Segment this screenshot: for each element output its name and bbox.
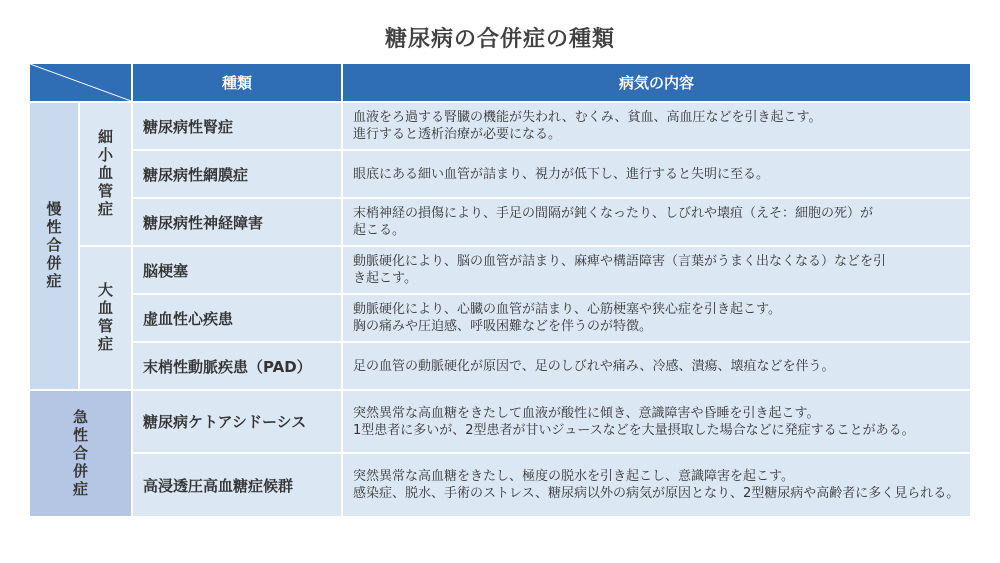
group-acute: 急性合併症 [30,389,131,516]
row-name: 糖尿病性網膜症 [131,149,341,197]
row-description-text: 動脈硬化により、心臓の血管が詰まり、心筋梗塞や狭心症を引き起こす。 胸の痛みや圧迫感、呼吸困難などを伴うのが特徴。 [353,302,781,334]
subgroup-macro: 大血管症 [78,245,131,389]
page-title: 糖尿病の合併症の種類 [384,27,615,52]
row-name: 糖尿病性腎症 [131,101,341,149]
row-description [341,452,970,516]
row-description-text: 眼底にある細い血管が詰まり、視力が低下し、進行すると失明に至る。 [353,166,770,182]
header-type: 種類 [131,64,341,101]
row-description [341,341,970,389]
corner-diagonal-line [30,64,131,101]
group-chronic: 慢性合併症 [30,101,78,389]
table-corner-cell [30,64,131,101]
row-description-text: 突然異常な高血糖をきたし、極度の脱水を引き起こし、意識障害を起こす。 感染症、脱水、手術のストレス、糖尿病以外の病気が原因となり、2型糖尿病や高齢者に多く見られる。 [353,469,960,501]
row-description-text: 動脈硬化により、脳の血管が詰まり、麻痺や構語障害（言葉がうまく出なくなる）などを引 き起こす。 [353,254,887,286]
complications-table [30,64,970,524]
row-name: 糖尿病ケトアシドーシス [131,389,341,452]
row-description-text: 足の血管の動脈硬化が原因で、足のしびれや痛み、冷感、潰瘍、壊疽などを伴う。 [353,358,835,374]
subgroup-micro: 細小血管症 [78,101,131,245]
row-name: 糖尿病性神経障害 [131,197,341,245]
row-description [341,149,970,197]
row-name: 高浸透圧高血糖症候群 [131,452,341,516]
header-content: 病気の内容 [341,64,970,101]
row-description [341,245,970,293]
row-description [341,293,970,341]
row-name: 末梢性動脈疾患（PAD） [131,341,341,389]
row-description [341,197,970,245]
row-name: 脳梗塞 [131,245,341,293]
row-description-text: 末梢神経の損傷により、手足の間隔が鈍くなったり、しびれや壊疽（えそ：細胞の死）が 起こる。 [353,206,874,238]
row-description-text: 血液をろ過する腎臓の機能が失われ、むくみ、貧血、高血圧などを引き起こす。 進行すると透析治療が必要になる。 [353,110,822,142]
row-description [341,389,970,452]
row-description-text: 突然異常な高血糖をきたして血液が酸性に傾き、意識障害や昏睡を引き起こす。 1型患者に多いが、2型患者が甘いジュースなどを大量摂取した場合などに発症することがある。 [353,405,915,438]
row-name: 虚血性心疾患 [131,293,341,341]
row-description [341,101,970,149]
